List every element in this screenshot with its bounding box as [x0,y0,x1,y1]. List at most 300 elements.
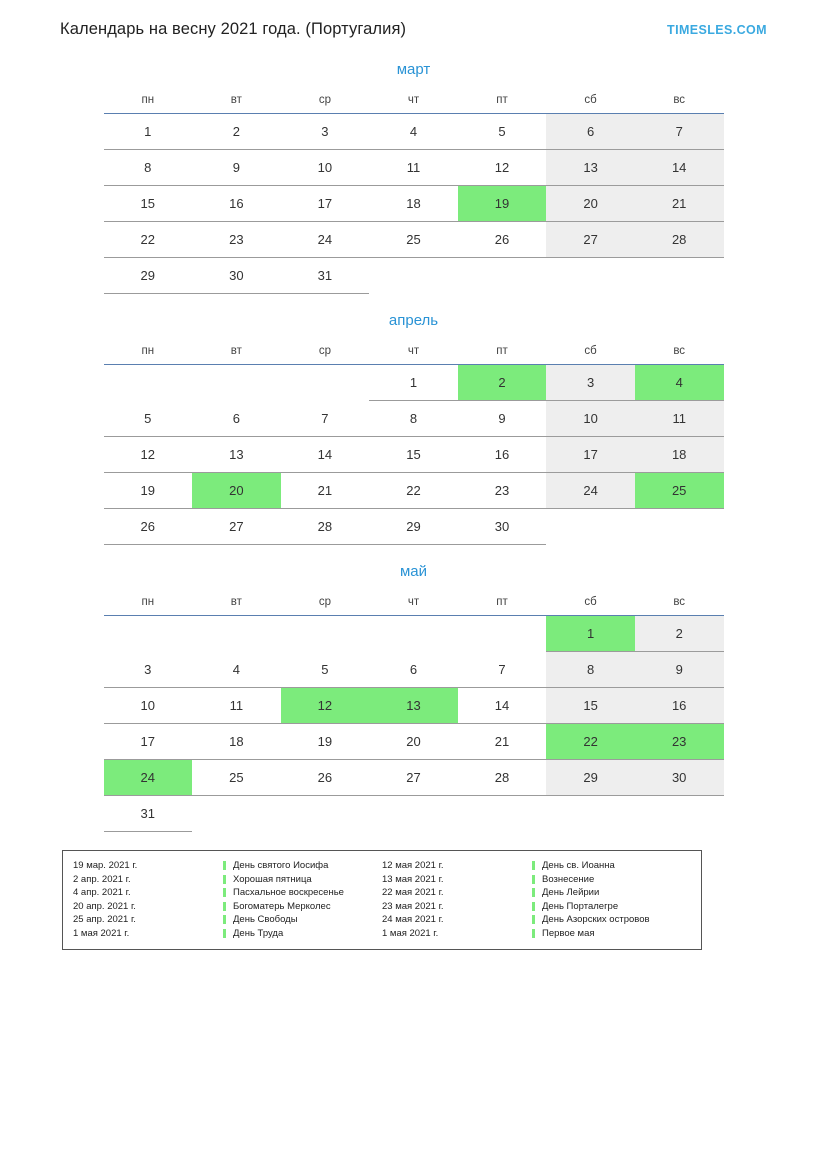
day-cell[interactable] [546,150,635,186]
day-cell[interactable] [192,437,281,473]
day-number: 8 [144,160,152,175]
day-cell[interactable] [458,401,547,437]
day-cell[interactable] [546,473,635,509]
day-number: 19 [494,196,510,211]
day-cell[interactable] [369,401,458,437]
day-cell[interactable] [369,186,458,222]
legend-date: 1 мая 2021 г. [382,927,439,939]
weekday-header: сб [546,592,635,616]
day-cell-empty [192,796,281,832]
weekday-header: вс [635,90,724,114]
day-number: 24 [317,232,333,247]
day-cell[interactable] [104,186,193,222]
day-cell[interactable] [635,114,724,150]
legend-label: День св. Иоанна [542,860,615,871]
day-cell[interactable] [281,473,370,509]
day-number: 27 [583,232,598,247]
legend-date: 4 апр. 2021 г. [73,887,131,898]
day-number: 29 [583,770,598,785]
day-number: 20 [406,734,421,749]
day-number: 12 [494,160,510,175]
day-cell[interactable] [281,724,370,760]
day-cell[interactable] [546,365,635,401]
day-cell[interactable] [104,652,193,688]
month-table [104,341,724,545]
day-cell[interactable] [635,401,724,437]
legend-date: 1 мая 2021 г. [73,927,130,939]
day-number: 2 [232,124,240,139]
day-number: 5 [144,410,152,426]
legend-date: 19 мар. 2021 г. [73,860,138,871]
day-number: 2 [675,626,683,641]
day-number: 19 [317,734,333,749]
legend-row [73,859,382,873]
day-cell[interactable] [104,796,193,832]
day-number: 10 [317,160,333,175]
day-number: 26 [140,519,156,534]
day-number: 17 [140,734,156,749]
weekday-header: пт [458,341,547,365]
day-cell-holiday[interactable] [104,760,193,796]
legend-column-right [382,859,691,940]
day-cell[interactable] [104,150,193,186]
week-row [104,724,724,760]
day-number: 20 [583,196,598,211]
week-row [104,473,724,509]
day-cell[interactable] [369,652,458,688]
month-name: май [399,563,428,580]
day-number: 18 [229,734,244,749]
day-cell[interactable] [281,114,370,150]
day-number: 11 [229,698,244,713]
weekday-header: чт [369,341,458,365]
day-number: 16 [494,447,510,462]
legend-label: Хорошая пятница [233,873,312,885]
day-number: 18 [671,447,687,462]
day-cell[interactable] [635,186,724,222]
day-number: 20 [229,483,244,498]
day-cell[interactable] [281,186,370,222]
day-cell-empty [369,796,458,832]
month-block [62,312,765,545]
day-number: 17 [583,447,598,462]
day-cell-empty [546,258,635,294]
holiday-color-swatch-icon [223,888,226,897]
week-row [104,365,724,401]
day-cell-empty [369,258,458,294]
day-cell[interactable] [369,365,458,401]
day-cell[interactable] [369,222,458,258]
week-row [104,760,724,796]
day-number: 17 [317,196,333,211]
legend-row [382,913,691,927]
day-number: 2 [498,375,506,390]
weekday-header: вт [192,592,281,616]
day-number: 25 [671,483,687,498]
legend-row [73,900,382,914]
day-cell[interactable] [192,724,281,760]
legend-row [382,927,691,941]
day-cell[interactable] [281,652,370,688]
day-cell[interactable] [458,652,547,688]
day-number: 12 [140,447,156,462]
weekday-header: ср [281,341,370,365]
page-title: Календарь на весну 2021 года. (Португалия) [60,20,407,38]
weekday-header: вс [635,341,724,365]
day-cell-empty [281,796,370,832]
day-cell[interactable] [104,473,193,509]
day-number: 23 [229,232,244,247]
day-cell[interactable] [281,437,370,473]
day-cell-holiday[interactable] [546,616,635,652]
holiday-color-swatch-icon [223,929,226,938]
day-cell[interactable] [192,688,281,724]
day-cell[interactable] [281,509,370,545]
day-cell[interactable] [458,114,547,150]
weekday-header: сб [546,341,635,365]
week-row [104,150,724,186]
day-number: 7 [321,410,329,426]
day-number: 10 [140,698,156,713]
day-cell[interactable] [635,652,724,688]
day-number: 7 [498,661,506,677]
month-block [62,563,765,832]
day-cell[interactable] [192,150,281,186]
day-number: 30 [494,519,510,534]
day-number: 16 [229,196,244,211]
day-cell[interactable] [546,401,635,437]
day-number: 9 [232,160,240,175]
day-cell[interactable] [546,760,635,796]
day-cell[interactable] [546,222,635,258]
weekday-header-row [104,341,724,365]
day-number: 1 [144,124,152,139]
day-cell[interactable] [192,114,281,150]
holiday-legend [62,850,702,950]
weekday-header-row [104,90,724,114]
day-number: 15 [583,698,598,713]
day-cell-empty [192,616,281,652]
day-number: 6 [586,124,595,139]
day-cell-holiday[interactable] [458,186,547,222]
legend-label: День святого Иосифа [233,860,329,871]
day-cell[interactable] [635,688,724,724]
day-cell[interactable] [104,688,193,724]
holiday-color-swatch-icon [532,861,535,870]
day-cell[interactable] [458,688,547,724]
weekday-header: пн [104,341,193,365]
holiday-color-swatch-icon [223,861,226,870]
legend-label: День Азорских островов [542,914,650,925]
day-cell[interactable] [281,150,370,186]
day-number: 21 [317,483,333,498]
holiday-color-swatch-icon [532,915,535,924]
day-number: 23 [494,483,510,498]
day-cell[interactable] [369,150,458,186]
holiday-color-swatch-icon [223,915,226,924]
week-row [104,222,724,258]
day-number: 24 [140,770,156,785]
day-number: 16 [671,698,687,713]
months-container [0,39,827,832]
legend-date: 20 апр. 2021 г. [73,900,136,912]
day-cell[interactable] [546,437,635,473]
legend-row [73,886,382,900]
week-row [104,652,724,688]
day-cell[interactable] [546,688,635,724]
legend-row [382,886,691,900]
holiday-color-swatch-icon [532,875,535,884]
day-cell-holiday[interactable] [635,724,724,760]
day-number: 25 [229,770,244,785]
day-cell[interactable] [192,760,281,796]
day-number: 7 [675,124,683,139]
day-cell[interactable] [635,222,724,258]
day-cell[interactable] [192,186,281,222]
day-number: 10 [583,411,598,426]
day-number: 18 [406,196,421,211]
month-table [104,90,724,294]
month-name: апрель [388,312,439,329]
holiday-color-swatch-icon [532,929,535,938]
day-cell-holiday[interactable] [546,724,635,760]
day-cell-holiday[interactable] [281,688,370,724]
weekday-header: пн [104,90,193,114]
day-cell[interactable] [458,509,547,545]
weekday-header: чт [369,90,458,114]
day-cell-empty [369,616,458,652]
holiday-color-swatch-icon [532,902,535,911]
day-cell[interactable] [458,222,547,258]
day-number: 6 [232,410,240,426]
day-cell[interactable] [192,222,281,258]
day-number: 26 [494,232,510,247]
day-cell[interactable] [281,222,370,258]
day-cell[interactable] [458,437,547,473]
day-cell-holiday[interactable] [458,365,547,401]
day-number: 5 [498,124,506,139]
day-number: 4 [232,661,240,677]
day-cell[interactable] [369,724,458,760]
day-cell[interactable] [369,760,458,796]
day-number: 9 [498,411,506,426]
weekday-header: пн [104,592,193,616]
day-number: 19 [140,483,156,498]
legend-row [73,913,382,927]
day-cell-holiday[interactable] [635,365,724,401]
day-number: 26 [317,770,333,785]
day-number: 21 [494,734,510,749]
month-table [104,592,724,832]
legend-label: День Свободы [233,914,298,925]
day-cell[interactable] [192,509,281,545]
day-cell-empty [546,796,635,832]
legend-row [382,900,691,914]
day-number: 14 [494,698,510,713]
week-row [104,509,724,545]
day-number: 15 [140,196,156,211]
day-cell-empty [546,509,635,545]
day-number: 24 [583,483,598,498]
legend-date: 25 апр. 2021 г. [73,914,136,925]
day-number: 1 [409,375,418,390]
day-cell[interactable] [192,401,281,437]
legend-label: Богоматерь Мерколес [233,900,331,912]
day-number: 3 [144,661,152,677]
day-number: 22 [583,734,598,749]
day-cell[interactable] [281,258,370,294]
week-row [104,401,724,437]
holiday-color-swatch-icon [223,875,226,884]
week-row [104,258,724,294]
weekday-header: вт [192,341,281,365]
day-number: 13 [229,447,244,462]
day-number: 3 [586,375,595,390]
holiday-color-swatch-icon [223,902,226,911]
week-row [104,114,724,150]
legend-date: 22 мая 2021 г. [382,887,444,898]
day-cell-holiday[interactable] [192,473,281,509]
day-cell[interactable] [369,509,458,545]
day-number: 31 [140,806,156,821]
legend-column-left [73,859,382,940]
month-name: март [396,61,431,78]
day-number: 3 [321,124,329,139]
legend-row [382,873,691,887]
day-cell-empty [192,365,281,401]
day-cell-holiday[interactable] [369,688,458,724]
day-number: 28 [317,519,333,534]
weekday-header: вс [635,592,724,616]
day-number: 4 [409,124,418,139]
legend-label: День Труда [233,927,284,939]
day-number: 1 [586,626,595,641]
day-cell[interactable] [104,437,193,473]
week-row [104,688,724,724]
legend-row [73,873,382,887]
weekday-header-row [104,592,724,616]
day-cell[interactable] [635,616,724,652]
day-cell[interactable] [458,473,547,509]
day-number: 29 [140,268,156,283]
day-number: 12 [317,698,333,713]
legend-label: Пасхальное воскресенье [233,887,344,898]
day-cell[interactable] [635,760,724,796]
legend-date: 2 апр. 2021 г. [73,873,131,885]
weekday-header: пт [458,592,547,616]
day-cell[interactable] [104,401,193,437]
day-number: 27 [406,770,421,785]
legend-label: Первое мая [542,927,595,939]
legend-label: День Лейрии [542,887,600,898]
day-cell-empty [458,258,547,294]
legend-row [73,927,382,941]
day-cell[interactable] [104,509,193,545]
day-number: 23 [671,734,687,749]
day-cell[interactable] [635,150,724,186]
day-cell-holiday[interactable] [635,473,724,509]
weekday-header: ср [281,592,370,616]
day-cell[interactable] [369,114,458,150]
day-cell[interactable] [546,114,635,150]
day-cell[interactable] [281,401,370,437]
page-header [0,0,827,39]
day-cell[interactable] [369,473,458,509]
day-number: 14 [317,447,333,462]
weekday-header: чт [369,592,458,616]
day-cell[interactable] [458,760,547,796]
day-cell[interactable] [369,437,458,473]
week-row [104,616,724,652]
day-number: 11 [672,411,686,426]
week-row [104,796,724,832]
day-number: 21 [671,196,687,211]
month-block [62,61,765,294]
day-number: 22 [406,483,421,498]
day-cell-empty [281,616,370,652]
day-cell[interactable] [546,186,635,222]
day-cell[interactable] [104,258,193,294]
day-number: 28 [671,232,687,247]
day-cell[interactable] [281,760,370,796]
day-number: 14 [671,160,687,175]
holiday-color-swatch-icon [532,888,535,897]
legend-row [382,859,691,873]
day-number: 27 [229,519,244,534]
day-number: 8 [409,411,418,426]
day-number: 6 [409,661,418,677]
day-number: 30 [229,268,244,283]
day-number: 30 [671,770,687,785]
day-cell[interactable] [104,222,193,258]
day-number: 8 [586,662,595,677]
legend-date: 13 мая 2021 г. [382,873,444,885]
day-cell[interactable] [458,724,547,760]
day-number: 13 [583,160,598,175]
day-number: 5 [321,661,329,677]
day-number: 9 [675,662,683,677]
week-row [104,437,724,473]
legend-label: День Порталегре [542,900,619,912]
weekday-header: ср [281,90,370,114]
day-cell[interactable] [192,258,281,294]
day-number: 13 [406,698,421,713]
weekday-header: вт [192,90,281,114]
day-number: 29 [406,519,421,534]
day-cell[interactable] [104,724,193,760]
week-row [104,186,724,222]
day-cell-empty [104,365,193,401]
day-number: 31 [317,268,333,283]
day-number: 28 [494,770,510,785]
weekday-header: пт [458,90,547,114]
day-number: 25 [406,232,421,247]
day-cell[interactable] [104,114,193,150]
day-cell[interactable] [458,150,547,186]
day-cell[interactable] [192,652,281,688]
day-number: 4 [675,375,683,390]
weekday-header: сб [546,90,635,114]
day-cell-empty [635,509,724,545]
legend-date: 23 мая 2021 г. [382,900,444,912]
legend-date: 24 мая 2021 г. [382,914,444,925]
day-cell[interactable] [635,437,724,473]
day-cell[interactable] [546,652,635,688]
day-number: 22 [140,232,156,247]
day-number: 15 [406,447,421,462]
day-cell-empty [635,796,724,832]
day-cell-empty [458,616,547,652]
